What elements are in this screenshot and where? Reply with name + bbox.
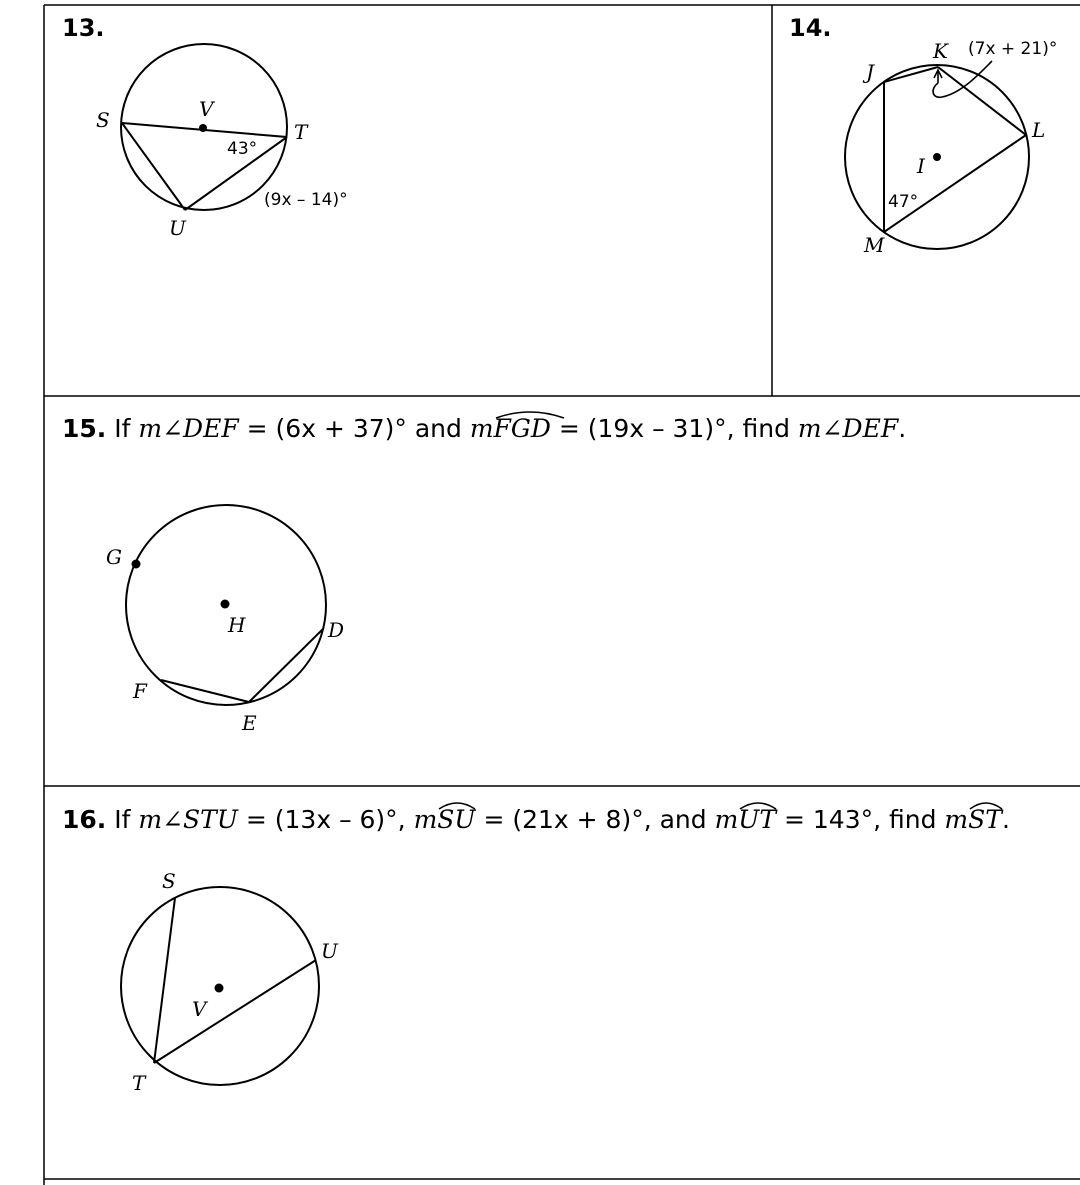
problem-16-eq1: = (13x – 6)°, [237, 805, 414, 834]
problem-16-arc-ut [738, 805, 776, 834]
problem-16-eq2: = (21x + 8)°, and [475, 805, 715, 834]
chord-ed [249, 629, 323, 702]
problem-15-if: If [114, 414, 131, 443]
problem-16-eq3: = 143°, find [776, 805, 945, 834]
label-v: V [192, 997, 207, 1021]
problem-14-number: 14. [789, 14, 832, 42]
problem-16-arc3-m: m [944, 805, 969, 834]
chord-tu [154, 960, 316, 1063]
problem-15-target: m∠DEF [797, 414, 899, 443]
label-h: H [228, 613, 246, 637]
problem-15-angle: m∠DEF [138, 414, 239, 443]
arc-symbol-icon [738, 799, 778, 811]
problem-15-arc-fgd [494, 414, 551, 443]
center-point-i [933, 153, 941, 161]
problem-15-eq2: = (19x – 31)°, find [550, 414, 798, 443]
label-f: F [133, 679, 147, 703]
label-e: E [242, 711, 257, 735]
label-t: T [132, 1071, 146, 1095]
problem-16-arc-st [968, 805, 1002, 834]
label-v: V [199, 97, 214, 121]
arc-symbol-icon [494, 408, 566, 420]
arc-symbol-icon [437, 799, 477, 811]
problem-15-end: . [898, 414, 907, 443]
label-u: U [169, 216, 186, 240]
arc-measure-jk: (7x + 21)° [968, 39, 1058, 59]
label-i: I [917, 154, 925, 178]
problem-16-arc-su [437, 805, 475, 834]
point-g [132, 560, 141, 569]
problem-15-eq1: = (6x + 37)° and [238, 414, 470, 443]
problem-16-arc2-m: m [714, 805, 739, 834]
label-j: J [866, 60, 875, 84]
center-point-v [199, 124, 207, 132]
problem-16-arc1-name: SU [437, 805, 476, 834]
problem-16-arc1-m: m [413, 805, 438, 834]
problem-15-arc-m: m [469, 414, 494, 443]
problem-15-arc-name: FGD [493, 414, 551, 443]
center-point-v [215, 984, 224, 993]
problem-13-number: 13. [62, 14, 105, 42]
problem-14-diagram [780, 25, 1080, 275]
label-t: T [294, 120, 308, 144]
problem-15-number: 15. [62, 414, 107, 443]
label-d: D [328, 618, 345, 642]
arc-symbol-icon [968, 799, 1004, 811]
problem-16-end: . [1001, 805, 1010, 834]
label-s: S [162, 869, 176, 893]
problem-16-arc3-name: ST [968, 805, 1002, 834]
problem-16-diagram [100, 860, 400, 1100]
angle-measure-47: 47° [888, 192, 919, 212]
problem-15-prompt [62, 414, 906, 443]
label-k: K [933, 39, 948, 63]
problem-16-prompt [62, 805, 1010, 834]
label-s: S [96, 108, 110, 132]
angle-measure-43: 43° [227, 139, 258, 159]
problem-16-number: 16. [62, 805, 107, 834]
label-u: U [321, 939, 338, 963]
arc-measure-ut: (9x – 14)° [264, 190, 348, 210]
center-point-h [221, 600, 230, 609]
chord-lm [884, 135, 1026, 232]
problem-16-if: If [114, 805, 131, 834]
chord-st [154, 898, 175, 1063]
problem-16-angle: m∠STU [138, 805, 238, 834]
problem-16-arc2-name: UT [738, 805, 777, 834]
problem-13-diagram [80, 25, 480, 285]
callout-arrow [933, 61, 992, 97]
label-g: G [106, 545, 122, 569]
label-l: L [1032, 118, 1046, 142]
problem-15-diagram [90, 490, 390, 750]
label-m: M [864, 233, 885, 257]
